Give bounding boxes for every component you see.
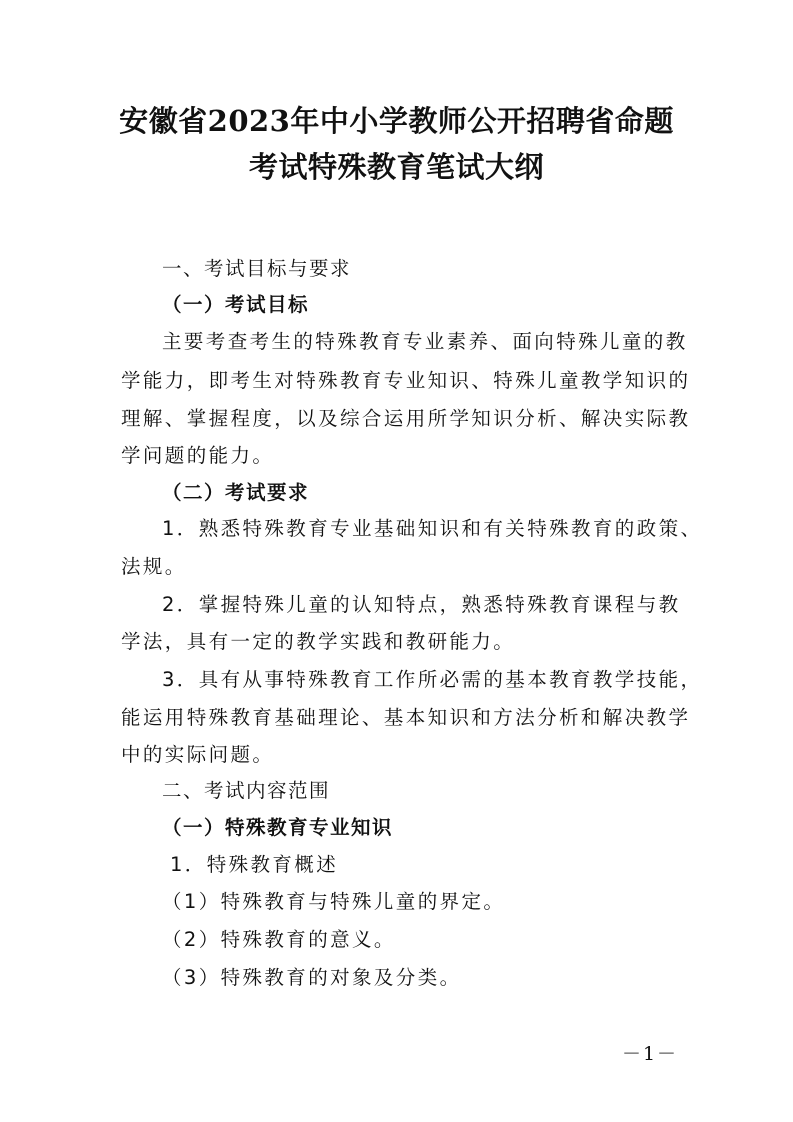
requirement-item-line: 学法，具有一定的教学实践和教研能力。	[121, 630, 516, 653]
requirement-item-line: 2．掌握特殊儿童的认知特点，熟悉特殊教育课程与教	[162, 593, 681, 616]
requirement-item-line: 能运用特殊教育基础理论、基本知识和方法分析和解决教学	[121, 706, 691, 729]
section1-sub2-heading: （二）考试要求	[162, 481, 310, 504]
page-number: －1－	[621, 1043, 679, 1065]
paragraph-line: 理解、掌握程度，以及综合运用所学知识分析、解决实际教	[121, 407, 691, 430]
requirement-item-line: 1．熟悉特殊教育专业基础知识和有关特殊教育的政策、	[162, 517, 703, 540]
requirement-item-line: 法规。	[121, 555, 187, 578]
section2-heading: 二、考试内容范围	[162, 779, 331, 802]
content-point: （1）特殊教育与特殊儿童的界定。	[162, 890, 506, 913]
section1-sub1-heading: （一）考试目标	[162, 293, 310, 316]
requirement-item-line: 中的实际问题。	[121, 743, 275, 766]
content-point: （2）特殊教育的意义。	[162, 928, 396, 951]
content-point: （3）特殊教育的对象及分类。	[162, 966, 462, 989]
section1-heading: 一、考试目标与要求	[162, 257, 352, 280]
document-title-line1: 安徽省2023年中小学教师公开招聘省命题	[119, 104, 674, 138]
section2-sub1-heading: （一）特殊教育专业知识	[162, 816, 394, 839]
paragraph-line: 学能力，即考生对特殊教育专业知识、特殊儿童教学知识的	[121, 369, 691, 392]
requirement-item-line: 3．具有从事特殊教育工作所必需的基本教育教学技能，	[162, 668, 703, 691]
paragraph-line: 主要考查考生的特殊教育专业素养、面向特殊儿童的教	[162, 330, 688, 353]
paragraph-line: 学问题的能力。	[121, 444, 275, 467]
content-item: 1．特殊教育概述	[170, 853, 339, 876]
document-title-line2: 考试特殊教育笔试大纲	[248, 150, 544, 184]
